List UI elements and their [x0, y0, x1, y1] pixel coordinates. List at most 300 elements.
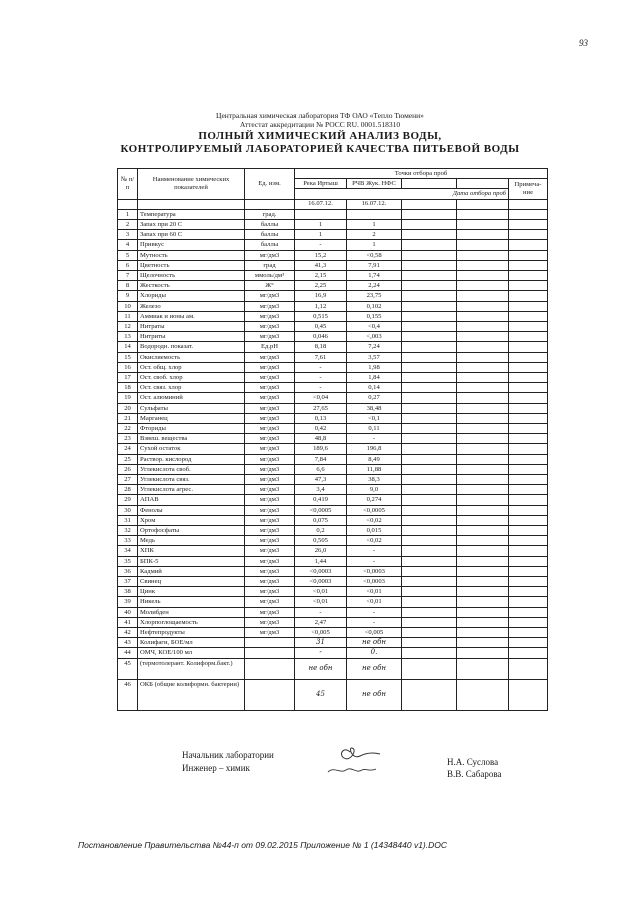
row-number: 40	[118, 607, 138, 617]
value-point-2: не обн	[347, 638, 402, 648]
row-number: 10	[118, 301, 138, 311]
value-point-2: не обн	[347, 679, 402, 710]
table-row	[118, 342, 548, 352]
row-number: 41	[118, 617, 138, 627]
value-point-1: 0,515	[295, 311, 347, 321]
value-point-1: <0,01	[295, 587, 347, 597]
indicator-name: Железо	[138, 301, 245, 311]
table-row	[118, 270, 548, 280]
value-point-1: 0,42	[295, 424, 347, 434]
indicator-name: Ост. алюминий	[138, 393, 245, 403]
indicator-name: Углекислота агрес.	[138, 485, 245, 495]
value-point-2: -	[347, 607, 402, 617]
indicator-unit: град.	[245, 209, 295, 219]
indicator-unit: мг/дм3	[245, 301, 295, 311]
column-header-name: Наименование химических показателей	[138, 169, 245, 200]
value-point-2: 11,88	[347, 464, 402, 474]
value-point-2: 196,8	[347, 444, 402, 454]
value-point-2: <0,02	[347, 536, 402, 546]
value-point-2: 1	[347, 240, 402, 250]
indicator-unit: мг/дм3	[245, 454, 295, 464]
table-row	[118, 311, 548, 321]
sampling-date-1: 16.07.12.	[295, 199, 347, 209]
indicator-name: Щелочность	[138, 270, 245, 280]
table-row	[118, 383, 548, 393]
value-point-2: 1,74	[347, 270, 402, 280]
table-row	[118, 495, 548, 505]
indicator-unit: мг/дм3	[245, 434, 295, 444]
value-point-1: 48,8	[295, 434, 347, 444]
value-point-1: 1	[295, 219, 347, 229]
indicator-unit: баллы	[245, 240, 295, 250]
indicator-name: Нитриты	[138, 332, 245, 342]
indicator-name: Хлорпоглощаемость	[138, 617, 245, 627]
sampling-date-2: 16.07.12.	[347, 199, 402, 209]
value-point-2: <0,02	[347, 515, 402, 525]
table-row	[118, 444, 548, 454]
indicator-name: Хром	[138, 515, 245, 525]
table-row	[118, 536, 548, 546]
indicator-unit: мг/дм3	[245, 617, 295, 627]
indicator-unit: мг/дм3	[245, 495, 295, 505]
value-point-2: 0,14	[347, 383, 402, 393]
value-point-1: <0,0003	[295, 566, 347, 576]
value-point-1: 15,2	[295, 250, 347, 260]
table-row	[118, 352, 548, 362]
indicator-unit: град	[245, 260, 295, 270]
value-point-1: 189,6	[295, 444, 347, 454]
table-row	[118, 373, 548, 383]
indicator-name: Свинец	[138, 577, 245, 587]
table-row	[118, 281, 548, 291]
table-row	[118, 393, 548, 403]
laboratory-name: Центральная химическая лаборатория ТФ ОАО «Тепло Тюмени»	[216, 111, 424, 120]
table-row	[118, 526, 548, 536]
table-row	[118, 577, 548, 587]
indicator-name: Запах при 20 С	[138, 219, 245, 229]
row-number: 42	[118, 628, 138, 638]
indicator-name: Нефтепродукты	[138, 628, 245, 638]
value-point-1: 7,84	[295, 454, 347, 464]
row-number: 12	[118, 321, 138, 331]
indicator-name: Фториды	[138, 424, 245, 434]
indicator-name: Раствор. кислород	[138, 454, 245, 464]
value-point-2: 2	[347, 230, 402, 240]
row-number: 11	[118, 311, 138, 321]
row-number: 8	[118, 281, 138, 291]
table-row	[118, 260, 548, 270]
row-number: 39	[118, 597, 138, 607]
row-number: 4	[118, 240, 138, 250]
indicator-unit: ммоль/дм³	[245, 270, 295, 280]
value-point-2: -	[347, 556, 402, 566]
indicator-name: Марганец	[138, 413, 245, 423]
indicator-name: Медь	[138, 536, 245, 546]
row-number: 6	[118, 260, 138, 270]
value-point-1: 0,45	[295, 321, 347, 331]
indicator-unit: мг/дм3	[245, 311, 295, 321]
value-point-2: 8,49	[347, 454, 402, 464]
table-row	[118, 321, 548, 331]
row-number: 36	[118, 566, 138, 576]
indicator-unit: мг/дм3	[245, 515, 295, 525]
value-point-2: <,003	[347, 332, 402, 342]
indicator-name: ХПК	[138, 546, 245, 556]
value-point-2: -	[347, 546, 402, 556]
row-number: 19	[118, 393, 138, 403]
indicator-unit: мг/дм3	[245, 587, 295, 597]
engineer-title: Инженер – химик	[182, 763, 250, 773]
sampling-points-header: Точки отбора проб	[295, 169, 548, 179]
indicator-unit: мг/дм3	[245, 475, 295, 485]
row-number: 33	[118, 536, 138, 546]
value-point-1: -	[295, 607, 347, 617]
table-row	[118, 587, 548, 597]
value-point-2: -	[347, 617, 402, 627]
table-row	[118, 475, 548, 485]
indicator-unit: мг/дм3	[245, 464, 295, 474]
indicator-unit: мг/дм3	[245, 424, 295, 434]
table-row	[118, 648, 548, 658]
table-row	[118, 556, 548, 566]
value-point-2: 1,98	[347, 362, 402, 372]
row-number: 9	[118, 291, 138, 301]
value-point-1: 0,419	[295, 495, 347, 505]
value-point-1: 3,4	[295, 485, 347, 495]
value-point-1: 45	[295, 679, 347, 710]
indicator-name: Углекислота связ.	[138, 475, 245, 485]
column-header-number: № п/п	[118, 169, 138, 200]
indicator-unit: мг/дм3	[245, 383, 295, 393]
value-point-1: 47,3	[295, 475, 347, 485]
row-number: 38	[118, 587, 138, 597]
indicator-name: Запах при 60 С	[138, 230, 245, 240]
indicator-unit: мг/дм3	[245, 485, 295, 495]
value-point-1: 1	[295, 230, 347, 240]
table-row	[118, 566, 548, 576]
table-row	[118, 413, 548, 423]
value-point-1: <0,01	[295, 597, 347, 607]
row-number: 30	[118, 505, 138, 515]
indicator-unit: Ед.рН	[245, 342, 295, 352]
analysis-rows	[118, 209, 548, 658]
indicator-name: Сухой остаток	[138, 444, 245, 454]
value-point-2: 0,11	[347, 424, 402, 434]
table-row	[118, 434, 548, 444]
row-number: 24	[118, 444, 138, 454]
indicator-unit: мг/дм3	[245, 321, 295, 331]
table-row	[118, 454, 548, 464]
document-title-line-1: ПОЛНЫЙ ХИМИЧЕСКИЙ АНАЛИЗ ВОДЫ,	[198, 130, 442, 142]
table-row	[118, 362, 548, 372]
indicator-name: Температура	[138, 209, 245, 219]
value-point-2: <0,0003	[347, 566, 402, 576]
table-row	[118, 597, 548, 607]
analysis-table	[117, 168, 548, 711]
indicator-unit: мг/дм3	[245, 628, 295, 638]
indicator-name: БПК-5	[138, 556, 245, 566]
indicator-name: ОКБ (общие колиформн. бактерии)	[138, 679, 245, 710]
indicator-unit: мг/дм3	[245, 250, 295, 260]
table-row	[118, 515, 548, 525]
row-number: 34	[118, 546, 138, 556]
sampling-point-4	[457, 179, 509, 189]
value-point-1: 0,505	[295, 536, 347, 546]
indicator-name: Никель	[138, 597, 245, 607]
row-number: 13	[118, 332, 138, 342]
value-point-1: 7,61	[295, 352, 347, 362]
indicator-name: Взвеш. вещества	[138, 434, 245, 444]
row-number: 25	[118, 454, 138, 464]
indicator-unit	[245, 679, 295, 710]
value-point-2: <0,1	[347, 413, 402, 423]
engineer-name: В.В. Сабарова	[447, 769, 502, 779]
indicator-name: Ост. связ. хлор	[138, 383, 245, 393]
indicator-unit: мг/дм3	[245, 566, 295, 576]
value-point-2: 0,155	[347, 311, 402, 321]
indicator-name: Цинк	[138, 587, 245, 597]
value-point-2: не обн	[347, 658, 402, 679]
row-number: 29	[118, 495, 138, 505]
column-header-unit: Ед. изм.	[245, 169, 295, 200]
indicator-unit: мг/дм3	[245, 444, 295, 454]
indicator-unit: мг/дм3	[245, 393, 295, 403]
sampling-date-header: Дата отбора проб	[295, 189, 509, 199]
value-point-1: 0,2	[295, 526, 347, 536]
value-point-1: -	[295, 362, 347, 372]
value-point-2: 0,102	[347, 301, 402, 311]
indicator-unit: мг/дм3	[245, 413, 295, 423]
column-header-note: Примеча- ние	[509, 179, 548, 199]
indicator-unit: мг/дм3	[245, 362, 295, 372]
table-row	[118, 332, 548, 342]
row-number: 2	[118, 219, 138, 229]
value-point-2: 38,48	[347, 403, 402, 413]
indicator-name: Сульфаты	[138, 403, 245, 413]
value-point-2: 9,0	[347, 485, 402, 495]
indicator-name: ОМЧ, КОЕ/100 мл	[138, 648, 245, 658]
value-point-2: <0,01	[347, 597, 402, 607]
value-point-1: -	[295, 240, 347, 250]
handwritten-signature	[322, 742, 402, 778]
head-of-laboratory-title: Начальник лаборатории	[182, 750, 274, 760]
value-point-1: 26,0	[295, 546, 347, 556]
row-number: 35	[118, 556, 138, 566]
indicator-name: Ортофосфаты	[138, 526, 245, 536]
indicator-unit	[245, 638, 295, 648]
value-point-1: 2,15	[295, 270, 347, 280]
accreditation-number: Аттестат аккредитации № РОСС RU. 0001.518310	[239, 120, 401, 129]
indicator-name: Фенолы	[138, 505, 245, 515]
value-point-1: 6,6	[295, 464, 347, 474]
table-row	[118, 607, 548, 617]
sampling-point-1: Река Иртыш	[295, 179, 347, 189]
value-point-2: <0,58	[347, 250, 402, 260]
row-number: 45	[118, 658, 138, 679]
value-point-1: <0,04	[295, 393, 347, 403]
indicator-name: Ост. своб. хлор	[138, 373, 245, 383]
row-number: 22	[118, 424, 138, 434]
row-number: 44	[118, 648, 138, 658]
value-point-2: 3,57	[347, 352, 402, 362]
value-point-2: <0,0005	[347, 505, 402, 515]
indicator-name: Мутность	[138, 250, 245, 260]
value-point-2: 38,3	[347, 475, 402, 485]
indicator-name: Нитраты	[138, 321, 245, 331]
value-point-2: 0,27	[347, 393, 402, 403]
indicator-unit	[245, 648, 295, 658]
row-number: 16	[118, 362, 138, 372]
value-point-1: 2,25	[295, 281, 347, 291]
table-row	[118, 230, 548, 240]
value-point-1: -	[295, 648, 347, 658]
value-point-1: 2,47	[295, 617, 347, 627]
indicator-unit: мг/дм3	[245, 607, 295, 617]
value-point-1: 8,18	[295, 342, 347, 352]
value-point-2: 2,24	[347, 281, 402, 291]
row-number: 27	[118, 475, 138, 485]
indicator-unit: мг/дм3	[245, 536, 295, 546]
value-point-1: 41,3	[295, 260, 347, 270]
indicator-name: Привкус	[138, 240, 245, 250]
row-number: 32	[118, 526, 138, 536]
value-point-1: <0,0003	[295, 577, 347, 587]
row-number: 46	[118, 679, 138, 710]
table-row	[118, 679, 548, 710]
indicator-name: Колифаги, БОЕ/мл	[138, 638, 245, 648]
value-point-1: 0,075	[295, 515, 347, 525]
indicator-name: Окисляемость	[138, 352, 245, 362]
value-point-1: 1,44	[295, 556, 347, 566]
sampling-point-3	[402, 179, 457, 189]
indicator-unit: мг/дм3	[245, 352, 295, 362]
indicator-unit: мг/дм3	[245, 505, 295, 515]
indicator-name: Жесткость	[138, 281, 245, 291]
indicator-unit: мг/дм3	[245, 526, 295, 536]
row-number: 15	[118, 352, 138, 362]
indicator-name: Кадмий	[138, 566, 245, 576]
value-point-1: 0,13	[295, 413, 347, 423]
row-number: 1	[118, 209, 138, 219]
document-title-line-2: КОНТРОЛИРУЕМЫЙ ЛАБОРАТОРИЕЙ КАЧЕСТВА ПИТЬЕВОЙ ВОДЫ	[120, 143, 520, 155]
value-point-1: 16,9	[295, 291, 347, 301]
value-point-2: 7,91	[347, 260, 402, 270]
indicator-unit: мг/дм3	[245, 577, 295, 587]
table-row	[118, 209, 548, 219]
table-row	[118, 546, 548, 556]
indicator-name: АПАВ	[138, 495, 245, 505]
row-number: 37	[118, 577, 138, 587]
value-point-2: <0,005	[347, 628, 402, 638]
indicator-unit	[245, 658, 295, 679]
row-number: 17	[118, 373, 138, 383]
value-point-2: 0.	[347, 648, 402, 658]
page-number: 93	[579, 38, 588, 48]
value-point-1: <0,0005	[295, 505, 347, 515]
indicator-name: Молибден	[138, 607, 245, 617]
indicator-name: (термотолерант. Колиформ.бакт.)	[138, 658, 245, 679]
value-point-1	[295, 209, 347, 219]
indicator-unit: мг/дм3	[245, 556, 295, 566]
sampling-point-2: РЧВ Жук. НФС	[347, 179, 402, 189]
indicator-name: Водородн. показат.	[138, 342, 245, 352]
value-point-1: не обн	[295, 658, 347, 679]
table-row	[118, 464, 548, 474]
indicator-unit: мг/дм3	[245, 597, 295, 607]
document-footer: Постановление Правительства №44-п от 09.02.2015 Приложение № 1 (14348440 v1).DOC	[78, 840, 448, 850]
table-row	[118, 617, 548, 627]
table-row	[118, 219, 548, 229]
indicator-unit: мг/дм3	[245, 291, 295, 301]
value-point-2: <0,4	[347, 321, 402, 331]
table-row	[118, 424, 548, 434]
row-number: 3	[118, 230, 138, 240]
table-row	[118, 485, 548, 495]
table-row	[118, 250, 548, 260]
indicator-name: Аммиак и ионы ам.	[138, 311, 245, 321]
head-of-laboratory-name: Н.А. Суслова	[447, 757, 499, 767]
value-point-2: 1	[347, 219, 402, 229]
value-point-2: 23,75	[347, 291, 402, 301]
table-row	[118, 291, 548, 301]
indicator-unit: мг/дм3	[245, 546, 295, 556]
indicator-name: Ост. общ. хлор	[138, 362, 245, 372]
row-number: 7	[118, 270, 138, 280]
value-point-1: 0,046	[295, 332, 347, 342]
indicator-unit: баллы	[245, 219, 295, 229]
value-point-2	[347, 209, 402, 219]
table-row	[118, 628, 548, 638]
indicator-unit: мг/дм3	[245, 403, 295, 413]
value-point-2: 1,84	[347, 373, 402, 383]
row-number: 21	[118, 413, 138, 423]
indicator-name: Цветность	[138, 260, 245, 270]
table-row	[118, 505, 548, 515]
value-point-2: 0,015	[347, 526, 402, 536]
indicator-name: Хлориды	[138, 291, 245, 301]
value-point-1: -	[295, 383, 347, 393]
table-row	[118, 638, 548, 648]
value-point-1: 1,12	[295, 301, 347, 311]
table-row	[118, 403, 548, 413]
indicator-unit: Ж°	[245, 281, 295, 291]
table-row	[118, 240, 548, 250]
indicator-unit: баллы	[245, 230, 295, 240]
value-point-2: <0,01	[347, 587, 402, 597]
indicator-unit: мг/дм3	[245, 373, 295, 383]
row-number: 18	[118, 383, 138, 393]
row-number: 43	[118, 638, 138, 648]
value-point-2: <0,0003	[347, 577, 402, 587]
value-point-1: 27,65	[295, 403, 347, 413]
row-number: 14	[118, 342, 138, 352]
row-number: 28	[118, 485, 138, 495]
value-point-1: -	[295, 373, 347, 383]
value-point-2: 7,24	[347, 342, 402, 352]
row-number: 5	[118, 250, 138, 260]
indicator-name: Углекислота своб.	[138, 464, 245, 474]
value-point-2: -	[347, 434, 402, 444]
value-point-2: 0,274	[347, 495, 402, 505]
row-number: 26	[118, 464, 138, 474]
value-point-1: 31	[295, 638, 347, 648]
value-point-1: <0,005	[295, 628, 347, 638]
row-number: 20	[118, 403, 138, 413]
indicator-unit: мг/дм3	[245, 332, 295, 342]
row-number: 31	[118, 515, 138, 525]
table-row	[118, 301, 548, 311]
row-number: 23	[118, 434, 138, 444]
